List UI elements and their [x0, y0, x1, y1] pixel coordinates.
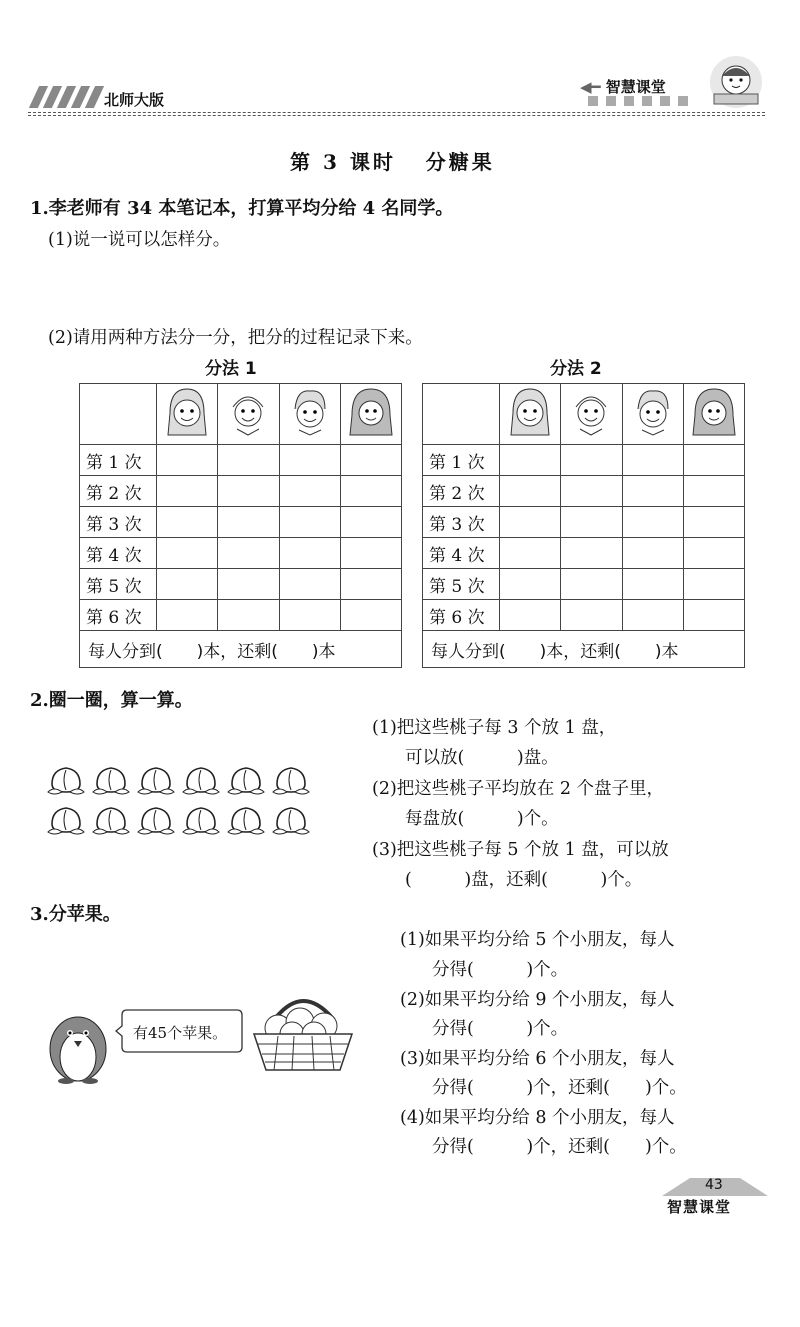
q3-line[interactable]: 分得( )个。: [432, 1019, 569, 1039]
table-footer[interactable]: 每人分到( )本，还剩( )本: [80, 631, 402, 668]
header-stripes: [30, 86, 100, 108]
row-label: 第 4 次: [80, 538, 157, 569]
peach-icon[interactable]: [91, 802, 131, 838]
peach-icon[interactable]: [136, 802, 176, 838]
q3-line[interactable]: 分得( )个。: [432, 960, 569, 980]
child-face-icon: [561, 384, 622, 445]
peach-icon[interactable]: [226, 762, 266, 798]
row-label: 第 6 次: [80, 600, 157, 631]
arrow-icon: ◀━: [580, 78, 606, 96]
q2-line: (2)把这些桃子平均放在 2 个盘子里，: [372, 779, 665, 799]
row-label: 第 3 次: [423, 507, 500, 538]
table1-title: 分法 1: [205, 359, 257, 379]
row-label: 第 2 次: [80, 476, 157, 507]
q3-line: (2)如果平均分给 9 个小朋友，每人: [400, 990, 675, 1010]
q3-prompt: 3.分苹果。: [30, 904, 121, 925]
square-icon: [624, 96, 634, 106]
q3-line[interactable]: 分得( )个，还剩( )个。: [432, 1078, 687, 1098]
table-method-2: [422, 383, 745, 668]
q3-line[interactable]: 分得( )个，还剩( )个。: [432, 1137, 687, 1157]
square-icon: [660, 96, 670, 106]
peach-icon[interactable]: [226, 802, 266, 838]
header-divider: [28, 115, 765, 116]
brand-title: ◀━ 智慧课堂: [580, 78, 666, 96]
child-face-icon: [500, 384, 561, 445]
q3-line: (1)如果平均分给 5 个小朋友，每人: [400, 930, 675, 950]
peach-icon[interactable]: [271, 802, 311, 838]
child-face-icon: [622, 384, 683, 445]
child-face-icon: [157, 384, 218, 445]
page-number: 43: [705, 1177, 723, 1193]
child-face-icon: [218, 384, 279, 445]
row-label: 第 6 次: [423, 600, 500, 631]
q2-line[interactable]: 可以放( )盘。: [405, 748, 559, 768]
square-icon: [606, 96, 616, 106]
child-face-icon: [279, 384, 340, 445]
square-icon: [588, 96, 598, 106]
row-label: 第 5 次: [423, 569, 500, 600]
edition-label: 北师大版: [104, 91, 165, 109]
q3-line: (3)如果平均分给 6 个小朋友，每人: [400, 1049, 675, 1069]
square-icon: [642, 96, 652, 106]
row-label: 第 2 次: [423, 476, 500, 507]
q2-line[interactable]: ( )盘，还剩( )个。: [405, 870, 643, 890]
child-face-icon: [683, 384, 744, 445]
speech-text: 有45个苹果。: [133, 1024, 228, 1042]
q2-line: (3)把这些桃子每 5 个放 1 盘，可以放: [372, 840, 669, 860]
apple-basket-icon: [248, 990, 358, 1080]
q3-line: (4)如果平均分给 8 个小朋友，每人: [400, 1108, 675, 1128]
footer-brand: 智慧课堂: [667, 1198, 732, 1216]
peach-icon[interactable]: [136, 762, 176, 798]
row-label: 第 3 次: [80, 507, 157, 538]
child-face-icon: [340, 384, 401, 445]
table-footer[interactable]: 每人分到( )本，还剩( )本: [423, 631, 745, 668]
table2-title: 分法 2: [550, 359, 602, 379]
peach-icon[interactable]: [181, 802, 221, 838]
penguin-icon: [40, 1005, 116, 1085]
q1-part1: (1)说一说可以怎样分。: [48, 230, 231, 250]
peach-icon[interactable]: [271, 762, 311, 798]
table-method-1: [79, 383, 402, 668]
peach-icon[interactable]: [46, 762, 86, 798]
square-icon: [678, 96, 688, 106]
row-label: 第 4 次: [423, 538, 500, 569]
q1-part2: (2)请用两种方法分一分，把分的过程记录下来。: [48, 328, 423, 348]
lesson-title: 第 3 课时 分糖果: [290, 150, 495, 174]
q2-line: (1)把这些桃子每 3 个放 1 盘，: [372, 718, 617, 738]
peach-icon[interactable]: [46, 802, 86, 838]
q2-line[interactable]: 每盘放( )个。: [405, 809, 559, 829]
header-divider: [28, 112, 765, 113]
girl-mascot-icon: [706, 54, 766, 110]
peach-icon[interactable]: [181, 762, 221, 798]
peach-icon[interactable]: [91, 762, 131, 798]
row-label: 第 5 次: [80, 569, 157, 600]
q1-prompt: 1.李老师有 34 本笔记本，打算平均分给 4 名同学。: [30, 198, 454, 219]
row-label: 第 1 次: [80, 445, 157, 476]
q2-prompt: 2.圈一圈，算一算。: [30, 690, 193, 711]
row-label: 第 1 次: [423, 445, 500, 476]
